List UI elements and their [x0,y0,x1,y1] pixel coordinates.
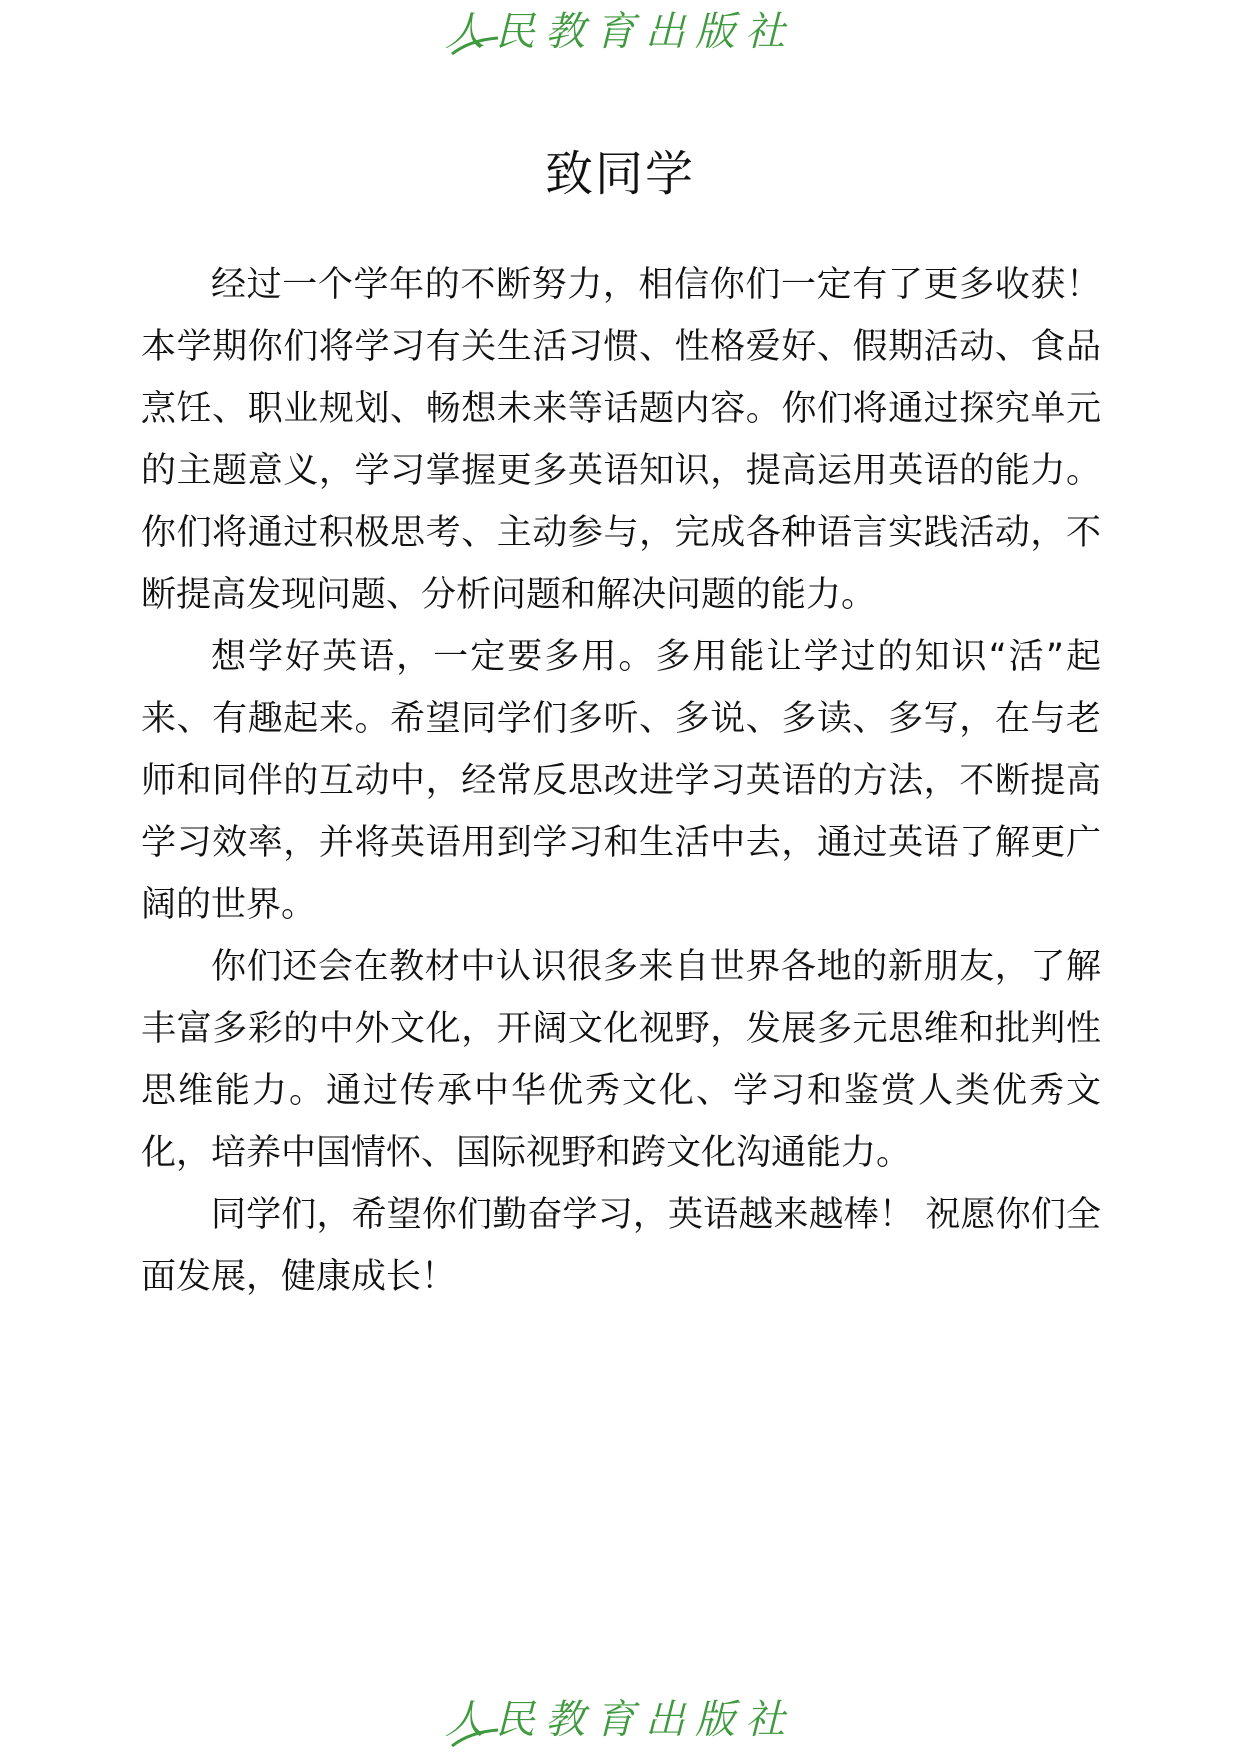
letter-body [141,254,1101,1308]
paragraph-1: 经过一个学年的不断努力，相信你们一定有了更多收获！本学期你们将学习有关生活习惯、性格爱好、假期活动、食品烹饪、职业规划、畅想未来等话题内容。你们将通过探究单元的主题意义，学习掌握更多英语知识，提高运用英语的能力。你们将通过积极思考、主动参与，完成各种语言实践活动，不断提高发现问题、分析问题和解决问题的能力。 [141,265,1101,615]
logo-swoosh-icon [450,1728,500,1748]
logo-swoosh-icon [450,36,500,56]
paragraph-4: 同学们，希望你们勤奋学习，英语越来越棒！ 祝愿你们全面发展，健康成长！ [141,1195,1101,1297]
page-title: 致同学 [544,146,695,202]
publisher-logo-text: 人民教育出版社 [445,1697,795,1743]
paragraph-2: 想学好英语，一定要多用。多用能让学过的知识“活”起来、有趣起来。希望同学们多听、多说、多读、多写，在与老师和同伴的互动中，经常反思改进学习英语的方法，不断提高学习效率，并将英语用到学习和生活中去，通过英语了解更广阔的世界。 [141,637,1101,925]
publisher-logo-text: 人民教育出版社 [445,9,795,55]
publisher-logo-footer [0,1690,1240,1750]
publisher-logo-header [0,2,1240,62]
paragraph-3: 你们还会在教材中认识很多来自世界各地的新朋友，了解丰富多彩的中外文化，开阔文化视野，发展多元思维和批判性思维能力。通过传承中华优秀文化、学习和鉴赏人类优秀文化，培养中国情怀、国际视野和跨文化沟通能力。 [141,947,1101,1173]
